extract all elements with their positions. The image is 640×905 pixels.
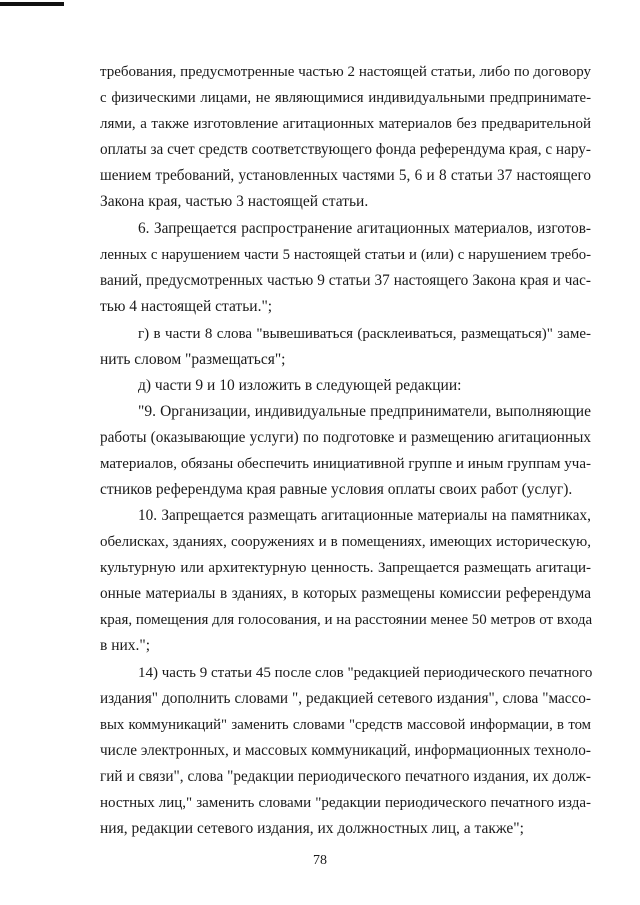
text-line: ваний, предусмотренных частью 9 статьи 37 настоящего Закона края и час- [100,272,591,289]
page-number: 78 [313,853,327,868]
text-line: работы (оказывающие услуги) по подготовке и размещению агитационных [100,429,591,446]
text-line: требования, предусмотренные частью 2 настоящей статьи, либо по договору [100,64,591,80]
text-line: тью 4 настоящей статьи."; [100,298,273,315]
text-line: в них."; [100,637,151,654]
text-line: вых коммуникаций" заменить словами "средств массовой информации, в том [100,717,591,733]
text-line: обелисках, зданиях, сооружениях и в помещениях, имеющих историческую, [100,534,591,550]
text-line: Закона края, частью 3 настоящей статьи. [100,193,369,210]
text-line: шением требований, установленных частями 5, 6 и 8 статьи 37 настоящего [100,167,591,184]
text-line: 10. Запрещается размещать агитационные материалы на памятниках, [138,507,591,524]
text-line: числе электронных, и массовых коммуникаций, информационных техноло- [100,742,591,759]
text-line: ностных лиц," заменить словами "редакции периодического печатного изда- [100,795,591,811]
text-line: ленных с нарушением части 5 настоящей статьи и (или) с нарушением требо- [100,247,591,263]
text-line: нить словом "размещаться"; [100,351,286,368]
text-line: онные материалы в зданиях, в которых размещены комиссии референдума [100,585,591,602]
text-line: с физическими лицами, не являющимися индивидуальными предпринимате- [100,90,591,106]
text-line: ния, редакции сетевого издания, их должностных лиц, а также"; [100,820,524,837]
text-line: 6. Запрещается распространение агитационных материалов, изготов- [138,220,591,237]
text-line: культурную или архитектурную ценность. Запрещается размещать агитаци- [100,560,591,576]
text-line: г) в части 8 слова "вывешиваться (расклеиваться, размещаться)" заме- [138,326,591,342]
text-line: материалов, обязаны обеспечить инициативной группе и иным группам уча- [100,456,591,472]
text-line: лями, а также изготовление агитационных материалов без предварительной [100,116,591,132]
text-line: 14) часть 9 статьи 45 после слов "редакцией периодического печатного [138,665,593,681]
text-line: края, помещения для голосования, и на расстоянии менее 50 метров от входа [100,612,593,628]
text-line: стников референдума края равные условия оплаты своих работ (услуг). [100,481,573,498]
text-line: гий и связи", слова "редакции периодического печатного издания, их долж- [100,768,591,785]
text-line: издания" дополнить словами ", редакцией сетевого издания", слова "массо- [100,690,591,707]
top-rule-divider [0,2,64,6]
text-line: "9. Организации, индивидуальные предприниматели, выполняющие [138,403,591,420]
text-line: д) части 9 и 10 изложить в следующей редакции: [138,377,462,394]
text-line: оплаты за счет средств соответствующего фонда референдума края, с нару- [100,141,591,158]
